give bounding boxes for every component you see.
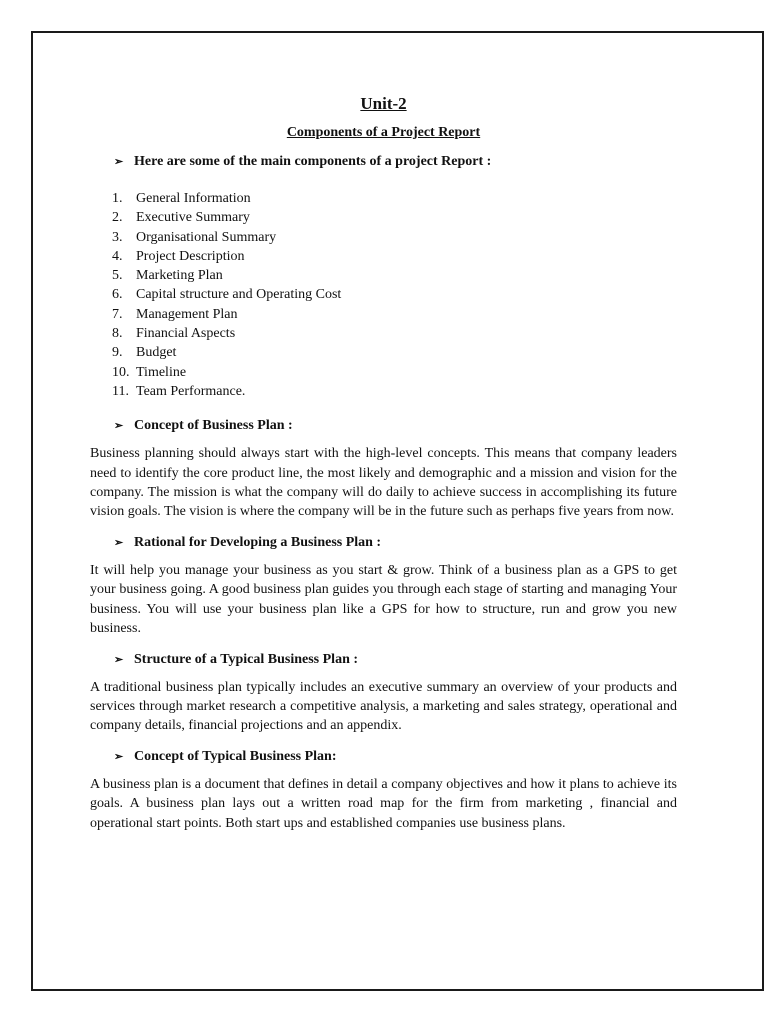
list-item-text: Marketing Plan [136, 268, 223, 284]
document-subtitle: Components of a Project Report [286, 125, 481, 140]
list-item [90, 247, 677, 266]
components-list [90, 189, 677, 401]
section-heading-text: Concept of Typical Business Plan: [134, 748, 337, 764]
list-item-number: 6. [112, 287, 123, 303]
section-paragraph: Business planning should always start with the high-level concepts. This means that company leaders need to identify the core product line, the most likely and demographic and a mission and vision for the company. The mission is what the company will do daily to achieve success in accomplishing its future vision goals. The vision is where the company will be in the future such as perhaps five years from now. [90, 446, 677, 520]
list-item-number: 5. [112, 268, 123, 284]
list-item-number: 7. [112, 306, 123, 322]
section-heading-text: Concept of Business Plan : [134, 418, 293, 434]
list-item-text: Budget [136, 345, 177, 361]
arrowhead-bullet-icon: ➢ [114, 156, 124, 168]
section-heading-text: Rational for Developing a Business Plan : [134, 534, 382, 550]
list-item [90, 343, 677, 362]
arrowhead-bullet-icon: ➢ [114, 536, 124, 549]
list-item-number: 9. [112, 345, 123, 361]
list-item-text: Capital structure and Operating Cost [136, 287, 342, 303]
document-content [90, 92, 677, 833]
list-item-text: Project Description [136, 248, 245, 264]
section-heading-rational [90, 534, 677, 552]
list-item [90, 208, 677, 227]
list-item-text: Timeline [136, 364, 187, 380]
section-paragraph: A traditional business plan typically includes an executive summary an overview of your products and services through market research a competitive analysis, a marketing and sales strategy, operational and company details, financial projections and an appendix. [90, 679, 677, 734]
list-item-text: Management Plan [136, 306, 238, 322]
arrowhead-bullet-icon: ➢ [114, 420, 124, 433]
list-item-text: General Information [136, 191, 251, 206]
section-heading-text: Structure of a Typical Business Plan : [134, 651, 359, 667]
list-item-text: Team Performance. [136, 383, 246, 399]
section-paragraph: A business plan is a document that defines in detail a company objectives and how it plans to achieve its goals. A business plan lays out a written road map for the firm from marketing , financial and operational start points. Both start ups and established companies use business plans. [90, 776, 677, 831]
list-item [90, 382, 677, 401]
list-item-number: 8. [112, 326, 123, 342]
list-item-number: 10. [112, 364, 130, 380]
unit-title: Unit-2 [360, 94, 407, 113]
list-item [90, 266, 677, 285]
section-heading-concept-business-plan [90, 417, 677, 435]
list-item-text: Executive Summary [136, 210, 250, 226]
section-heading-concept-typical [90, 748, 677, 766]
arrowhead-bullet-icon: ➢ [114, 653, 124, 666]
section-heading-structure [90, 651, 677, 669]
list-item-number: 3. [112, 229, 123, 245]
list-item [90, 228, 677, 247]
list-item-number: 11. [112, 383, 129, 399]
list-item [90, 189, 677, 208]
list-item [90, 324, 677, 343]
list-item-text: Financial Aspects [136, 326, 236, 342]
section-heading-text: Here are some of the main components of a project Report : [134, 154, 492, 169]
list-item-text: Organisational Summary [136, 229, 277, 245]
list-item [90, 305, 677, 324]
list-item-number: 2. [112, 210, 123, 226]
list-item [90, 285, 677, 304]
list-item [90, 363, 677, 382]
list-item-number: 4. [112, 248, 123, 264]
section-heading-components [90, 153, 677, 171]
section-paragraph: It will help you manage your business as you start & grow. Think of a business plan as a GPS to get your business going. A good business plan guides you through each stage of starting and managing Your business. You will use your business plan like a GPS for how to structure, run and grow you new business. [90, 562, 677, 637]
list-item-number: 1. [112, 191, 123, 206]
arrowhead-bullet-icon: ➢ [114, 750, 124, 763]
